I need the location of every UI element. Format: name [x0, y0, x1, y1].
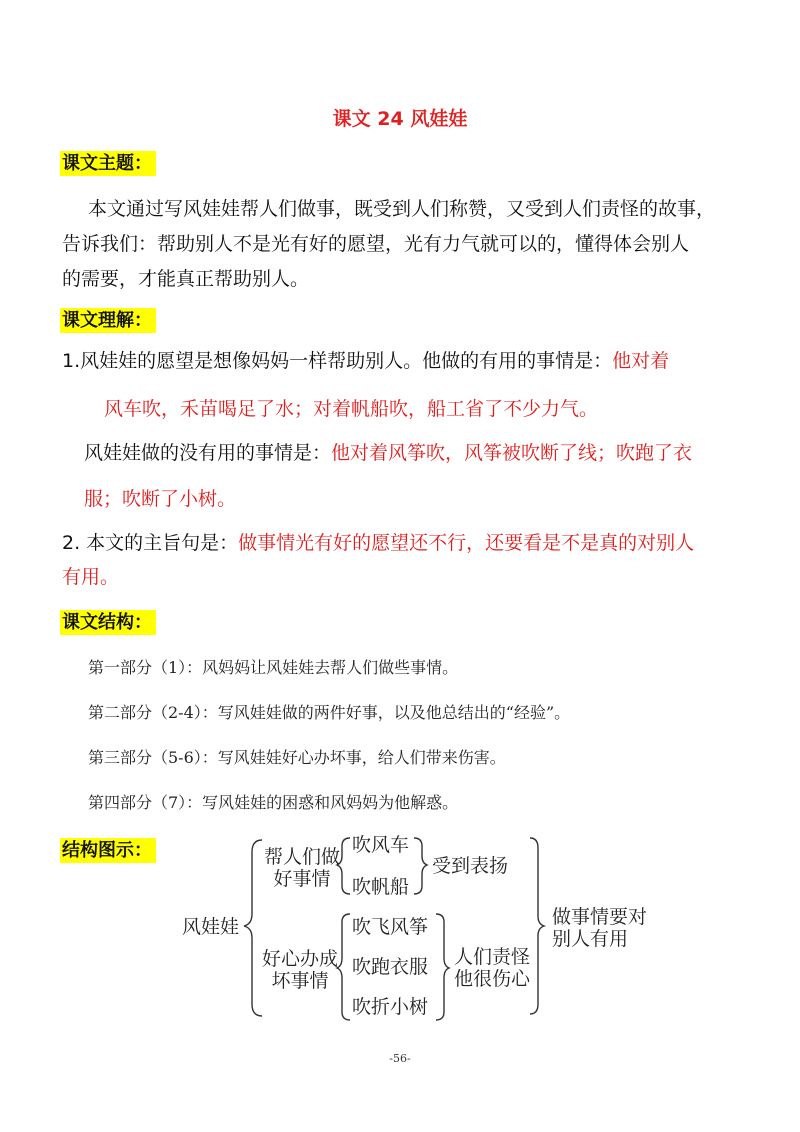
- branch1-result: 受到表扬: [432, 855, 509, 877]
- structure-part: 第三部分（5-6）：写风娃娃好心办坏事，给人们带来伤害。: [88, 748, 506, 767]
- branch2-result-line: 人们责怪: [454, 946, 531, 968]
- branch2-item: 吹折小树: [352, 996, 429, 1018]
- diagram-root: 风娃娃: [182, 916, 240, 938]
- q1b-answer-continued: 服；吹断了小树。: [84, 488, 237, 510]
- branch1-item: 吹风车: [352, 834, 410, 856]
- diagram-branch1: [262, 846, 342, 890]
- branch2-item: 吹飞风筝: [352, 916, 429, 938]
- q1-answer: 他对着: [612, 350, 670, 372]
- conclusion-line: 别人有用: [552, 928, 629, 950]
- q1-prefix: 1.风娃娃的愿望是想像妈妈一样帮助别人。他做的有用的事情是：: [62, 350, 613, 372]
- branch2-line: 好心办成: [261, 948, 338, 970]
- diagram-heading: 结构图示：: [60, 836, 156, 862]
- branch2-items-bracket: [436, 914, 449, 1020]
- q2-prefix: 2. 本文的主旨句是：: [62, 532, 239, 554]
- theme-line: 本文通过写风娃娃帮人们做事，既受到人们称赞，又受到人们责怪的故事，: [88, 198, 716, 220]
- q2-answer-continued: 有用。: [62, 566, 120, 588]
- branch1-items-bracket: [414, 838, 427, 894]
- structure-part: 第一部分（1）：风妈妈让风娃娃去帮人们做些事情。: [88, 658, 459, 677]
- branch1-item: 吹帆船: [352, 876, 410, 898]
- branch2-result: [454, 946, 530, 990]
- structure-heading: 课文结构：: [60, 608, 156, 634]
- q1-answer-continued: 风车吹，禾苗喝足了水；对着帆船吹，船工省了不少力气。: [104, 398, 599, 420]
- theme-line: 告诉我们：帮助别人不是光有好的愿望，光有力气就可以的，懂得体会别人: [62, 233, 690, 255]
- structure-part: 第四部分（7）：写风娃娃的困惑和风妈妈为他解惑。: [88, 793, 459, 812]
- structure-part: 第二部分（2-4）：写风娃娃做的两件好事，以及他总结出的“经验”。: [88, 703, 571, 722]
- q1b-prefix: 风娃娃做的没有用的事情是：: [84, 442, 332, 464]
- page-number: -56-: [389, 1052, 411, 1065]
- branch2-item: 吹跑衣服: [352, 956, 429, 978]
- branch2-result-line: 他很伤心: [454, 968, 531, 990]
- branch2-line: 坏事情: [271, 970, 329, 992]
- branch1-line: 好事情: [273, 868, 331, 890]
- diagram-branch2: [258, 948, 342, 992]
- q1b-answer: 他对着风筝吹，风筝被吹断了线；吹跑了衣: [331, 442, 693, 464]
- branch1-line: 帮人们做: [263, 846, 340, 868]
- diagram-conclusion: [552, 906, 647, 950]
- conclusion-line: 做事情要对: [552, 906, 648, 928]
- q2-answer: 做事情光有好的愿望还不行，还要看是不是真的对别人: [238, 532, 695, 554]
- results-bracket: [530, 838, 544, 1014]
- theme-line: 的需要，才能真正帮助别人。: [62, 268, 310, 290]
- understanding-heading: 课文理解：: [60, 306, 156, 332]
- page-title: 课文 24 风娃娃: [332, 108, 468, 130]
- theme-heading: 课文主题：: [60, 149, 156, 175]
